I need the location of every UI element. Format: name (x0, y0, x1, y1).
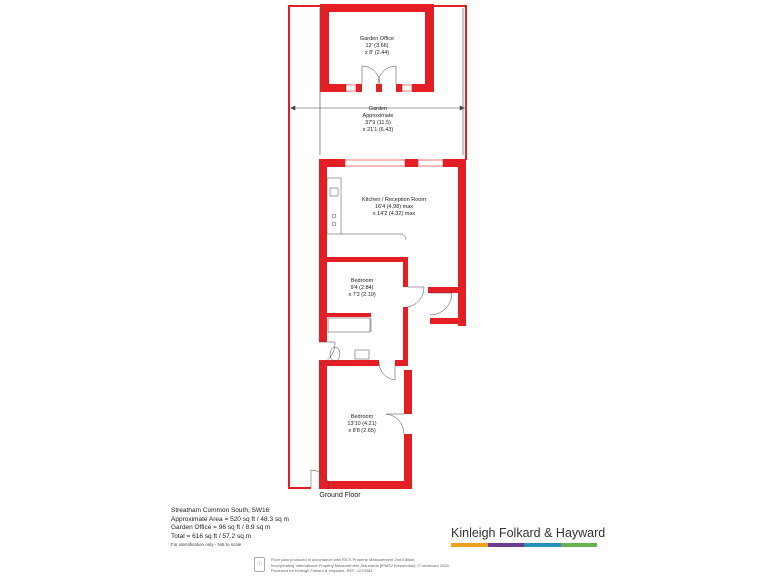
garden-dim0: Approximate (362, 113, 394, 119)
footer-line1: Floor plan produced in accordance with RICS Property Measurement 2nd Edition, (271, 557, 416, 562)
garden-name: Garden (368, 106, 388, 112)
bathroom-fittings (328, 318, 371, 361)
bedroom2-name: Bedroom (350, 414, 374, 420)
garden-office-dim2: x 8' (2.44) (364, 50, 390, 56)
total-area: Total = 616 sq ft / 57.2 sq m (171, 532, 252, 540)
brand-logo: Kinleigh Folkard & Hayward (451, 526, 606, 540)
bedroom2-dim2: x 8'8 (2.65) (348, 428, 376, 434)
garden-office-name: Garden Office (359, 36, 395, 42)
interior-doors (311, 287, 452, 488)
brand-bar-purple (488, 543, 525, 547)
kitchen-label (346, 197, 442, 218)
garden-dim1: 37'9 (11.5) (365, 120, 391, 126)
kitchen-name: Kitchen / Reception Room (362, 197, 426, 203)
garden-dim2: x 21'1 (6.43) (362, 127, 394, 133)
footer-line3: Produced for Kinleigh Folkard & Hayward. REF: 1279383 (271, 568, 373, 573)
rics-icon: ⓘ (254, 557, 265, 572)
property-info (171, 507, 289, 550)
kitchen-dim1: 16'4 (4.98) max (374, 204, 414, 210)
garden-office-label (347, 36, 407, 57)
garden-label (340, 106, 416, 134)
bedroom2-dim1: 13'10 (4.21) (347, 421, 377, 427)
garden-office-area: Garden Office = 96 sq ft / 8.9 sq m (171, 524, 271, 531)
footer-line2: Incorporating International Property Measurement Standards (IPMS2 Residential). © nichecom 2025. (271, 562, 450, 568)
brand-color-bar (451, 543, 597, 547)
garden-office-doors (362, 66, 396, 84)
brand-bar-blue (524, 543, 561, 547)
brand-bar-green (561, 543, 598, 547)
bedroom1-dim2: x 7'2 (2.19) (348, 292, 376, 298)
approximate-area: Approximate Area = 520 sq ft / 48.3 sq m (171, 515, 289, 523)
flat-windows (345, 160, 443, 166)
identification-note: For identification only - Not to scale (171, 542, 242, 547)
address: Streatham Common South, SW16 (171, 507, 270, 514)
footer-disclaimer (271, 557, 450, 574)
bedroom1-name: Bedroom (350, 278, 374, 284)
accreditation-icons (254, 557, 265, 572)
garden-office-dim1: 12' (3.66) (365, 43, 389, 49)
brand-bar-orange (451, 543, 488, 547)
bedroom2-label (334, 414, 390, 435)
kitchen-dim2: x 14'2 (4.32) max (372, 211, 416, 217)
bedroom1-label (335, 278, 389, 299)
floor-label: Ground Floor (319, 492, 361, 499)
bedroom1-dim1: 9'4 (2.84) (350, 285, 374, 291)
